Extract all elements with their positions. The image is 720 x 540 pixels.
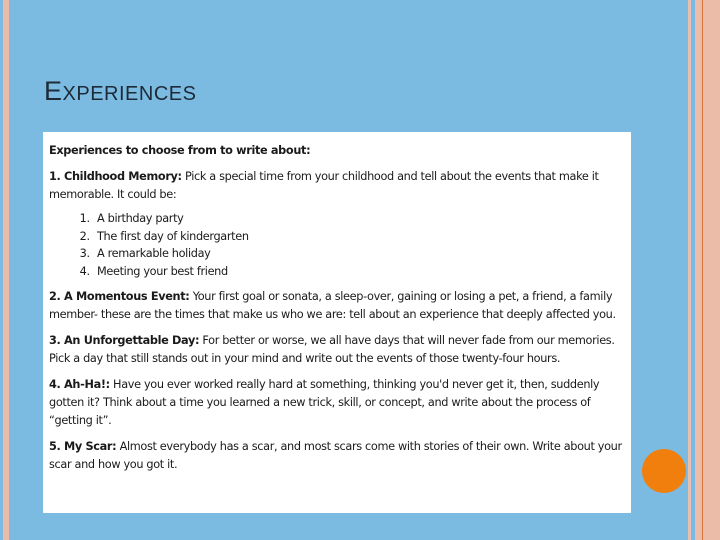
item-4	[49, 376, 631, 430]
item-label: 1. Childhood Memory:	[49, 170, 182, 183]
right-stripe-line	[702, 0, 703, 540]
list-item: 3. A remarkable holiday	[93, 245, 631, 263]
item-text: Almost everybody has a scar, and most scars come with stories of their own. Write about your scar and how you got it.	[49, 440, 622, 471]
item-2	[49, 288, 631, 324]
item-text: For better or worse, we all have days that will never fade from our memories. Pick a day that still stands out in your mind and write out the events of those twenty-four hours.	[49, 334, 615, 365]
orange-circle-decoration	[642, 449, 686, 493]
slide-title	[44, 76, 196, 107]
item-text: Pick a special time from your childhood and tell about the events that make it memorable. It could be:	[49, 170, 599, 201]
item-label: 2. A Momentous Event:	[49, 290, 190, 303]
item-text: Have you ever worked really hard at something, thinking you'd never get it, then, suddenly gotten it? Think about a time you learned a new trick, skill, or concept, and write about the process of “getting it”.	[49, 378, 600, 427]
right-stripe-band	[695, 0, 720, 540]
heading-text: Experiences to choose from to write about:	[49, 144, 311, 157]
childhood-sublist	[49, 210, 631, 280]
right-stripe-thin	[688, 0, 691, 540]
item-label: 5. My Scar:	[49, 440, 117, 453]
title-cap: E	[44, 76, 63, 106]
item-5	[49, 438, 631, 474]
list-item: 2. The first day of kindergarten	[93, 228, 631, 246]
item-3	[49, 332, 631, 368]
item-label: 4. Ah-Ha!:	[49, 378, 110, 391]
content-panel	[43, 132, 631, 513]
item-label: 3. An Unforgettable Day:	[49, 334, 200, 347]
title-rest: XPERIENCES	[62, 83, 197, 105]
list-item: 4. Meeting your best friend	[93, 263, 631, 281]
list-item: 1. A birthday party	[93, 210, 631, 228]
item-1	[49, 168, 631, 204]
item-text: Your first goal or sonata, a sleep-over, gaining or losing a pet, a friend, a family member- these are the times that make us who we are: tell about an experience that deeply affected you.	[49, 290, 616, 321]
content-heading	[49, 142, 631, 160]
left-stripe	[3, 0, 9, 540]
